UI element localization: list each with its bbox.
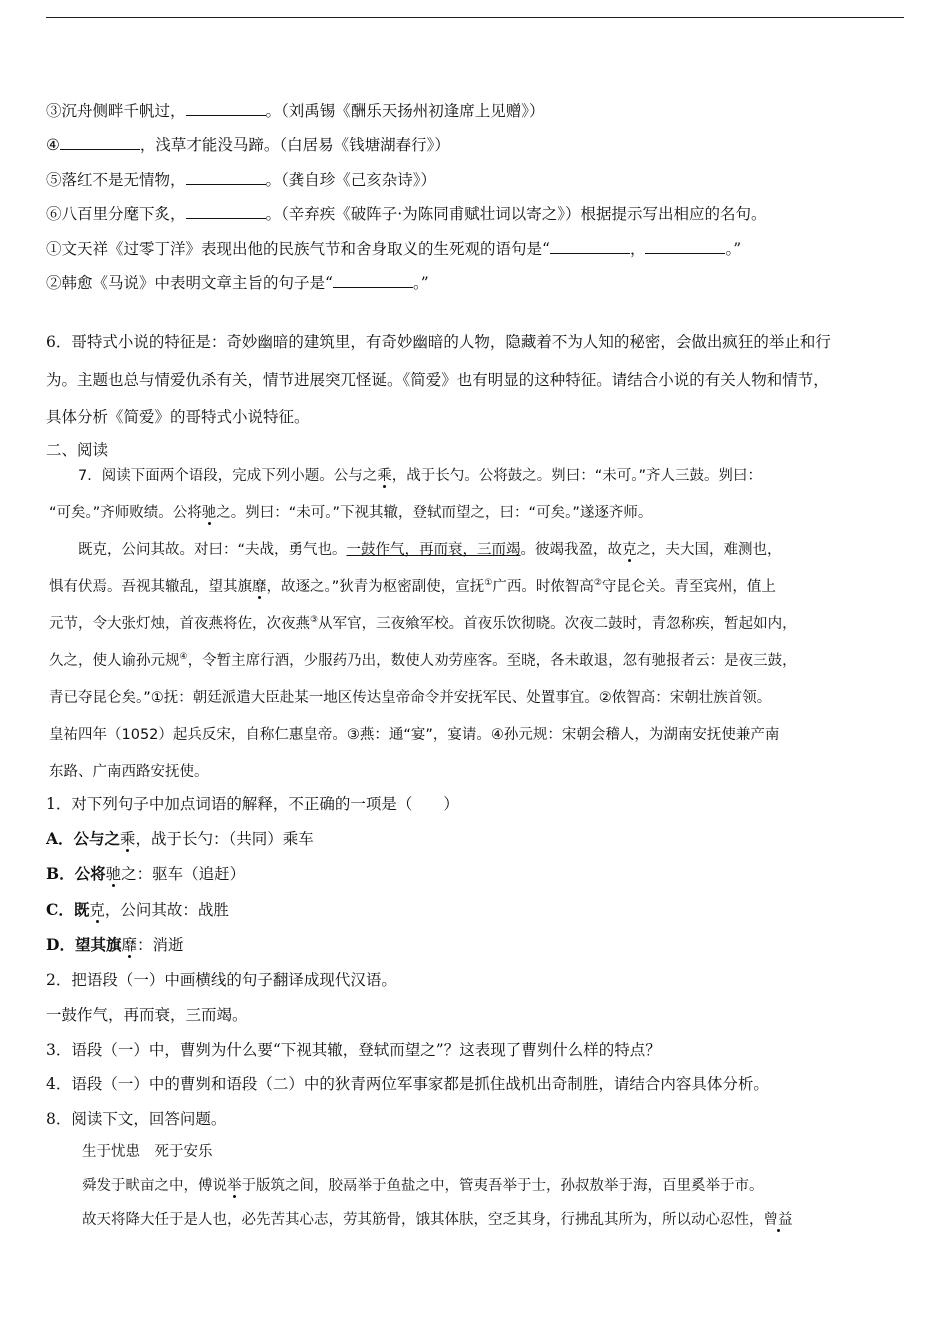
passage-line: 久之，使人谕孙元规④，令暂主席行酒，少服药乃出，数使人劝劳座客。至晓，各未敢退，忽有驰报者云：是夜三鼓， <box>49 652 797 669</box>
passage-line: 7．阅读下面两个语段，完成下列小题。公与之乘，战于长勺。公将鼓之。刿曰：“未可。”齐人三鼓。刿曰： <box>78 468 763 484</box>
answer-blank[interactable] <box>550 239 630 254</box>
question-6-text: 为。主题也总与情爱仇杀有关，情节进展突兀怪诞。《简爱》也有明显的这种特征。请结合小说的有关人物和情节， <box>46 371 829 389</box>
passage-title: 生于忧患 死于安乐 <box>82 1144 213 1160</box>
question-6-text: 6．哥特式小说的特征是：奇妙幽暗的建筑里，有奇妙幽暗的人物，隐藏着不为人知的秘密，会做出疯狂的举止和行 <box>46 333 831 351</box>
recite-line-6: ⑥八百里分麾下炙， 。（辛弃疾《破阵子·为陈同甫赋壮词以寄之》）根据提示写出相应的名句。 <box>46 205 767 223</box>
underlined-sentence: 一鼓作气，再而衰，三而竭 <box>346 542 521 558</box>
recite-line-3: ③沉舟侧畔千帆过， 。（刘禹锡《酬乐天扬州初逢席上见赠》） <box>46 102 545 120</box>
option-c[interactable]: C．既克，公问其故：战胜 <box>46 900 229 919</box>
passage-line: 元节，令大张灯烛，首夜燕将佐，次夜燕③从军官，三夜飨军校。首夜乐饮彻晓。次夜二鼓时，青忽称疾，暂起如内， <box>49 615 797 632</box>
question-6-text: 具体分析《简爱》的哥特式小说特征。 <box>46 408 310 426</box>
option-a[interactable]: A．公与之乘，战于长勺：（共同）乘车 <box>46 829 314 848</box>
answer-blank[interactable] <box>645 239 725 254</box>
recite-line-4: ④ ，浅草才能没马蹄。（白居易《钱塘湖春行》） <box>46 136 450 154</box>
section-heading-reading: 二、阅读 <box>46 441 109 459</box>
passage-line: 惧有伏焉。吾视其辙乱，望其旗靡，故逐之。”狄青为枢密副使，宣抚①广西。时侬智高②守昆仑关。青至宾州，值上 <box>49 578 776 595</box>
answer-blank[interactable] <box>186 170 266 185</box>
option-d[interactable]: D．望其旗靡：消逝 <box>46 935 184 954</box>
passage-line: 皇祐四年（1052）起兵反宋，自称仁惠皇帝。③燕：通“宴”，宴请。④孙元规：宋朝会稽人，为湖南安抚使兼产南 <box>49 727 780 743</box>
subquestion-1: 1．对下列句子中加点词语的解释，不正确的一项是（ ） <box>46 795 459 813</box>
answer-blank[interactable] <box>60 135 140 150</box>
recite-prompt-2: ②韩愈《马说》中表明文章主旨的句子是“ 。” <box>46 274 429 292</box>
answer-blank[interactable] <box>333 273 413 288</box>
answer-blank[interactable] <box>186 101 266 116</box>
subquestion-2: 2．把语段（一）中画横线的句子翻译成现代汉语。 <box>46 971 397 989</box>
passage-line: 故天将降大任于是人也，必先苦其心志，劳其筋骨，饿其体肤，空乏其身，行拂乱其所为，所以动心忍性，曾益 <box>82 1212 793 1228</box>
passage-line: 舜发于畎亩之中，傅说举于版筑之间，胶鬲举于鱼盐之中，管夷吾举于士，孙叔敖举于海，百里奚举于市。 <box>82 1178 764 1194</box>
option-b[interactable]: B．公将驰之：驱车（追赶） <box>46 864 246 883</box>
question-8: 8．阅读下文，回答问题。 <box>46 1110 227 1128</box>
answer-blank[interactable] <box>186 204 266 219</box>
subquestion-4: 4．语段（一）中的曹刿和语段（二）中的狄青两位军事家都是抓住战机出奇制胜，请结合内容具体分析。 <box>46 1075 769 1093</box>
passage-line: 东路、广南西路安抚使。 <box>49 764 209 780</box>
passage-line: “可矣。”齐师败绩。公将驰之。刿曰：“未可。”下视其辙，登轼而望之，曰：“可矣。”遂逐齐师。 <box>49 505 653 521</box>
subquestion-3: 3．语段（一）中，曹刿为什么要“下视其辙，登轼而望之”？这表现了曹刿什么样的特点？ <box>46 1041 661 1059</box>
recite-line-5: ⑤落红不是无情物， 。（龚自珍《己亥杂诗》） <box>46 171 437 189</box>
header-rule <box>46 17 904 18</box>
translation-sentence: 一鼓作气，再而衰，三而竭。 <box>46 1006 248 1024</box>
recite-prompt-1: ①文天祥《过零丁洋》表现出他的民族气节和舍身取义的生死观的语句是“ ， 。” <box>46 240 742 258</box>
passage-line: 既克，公问其故。对曰：“夫战，勇气也。一鼓作气，再而衰，三而竭。彼竭我盈，故克之，夫大国，难测也， <box>78 542 782 558</box>
passage-line: 青已夺昆仑矣。”①抚：朝廷派遣大臣赴某一地区传达皇帝命令并安抚军民、处置事宜。②侬智高：宋朝壮族首领。 <box>49 690 772 706</box>
